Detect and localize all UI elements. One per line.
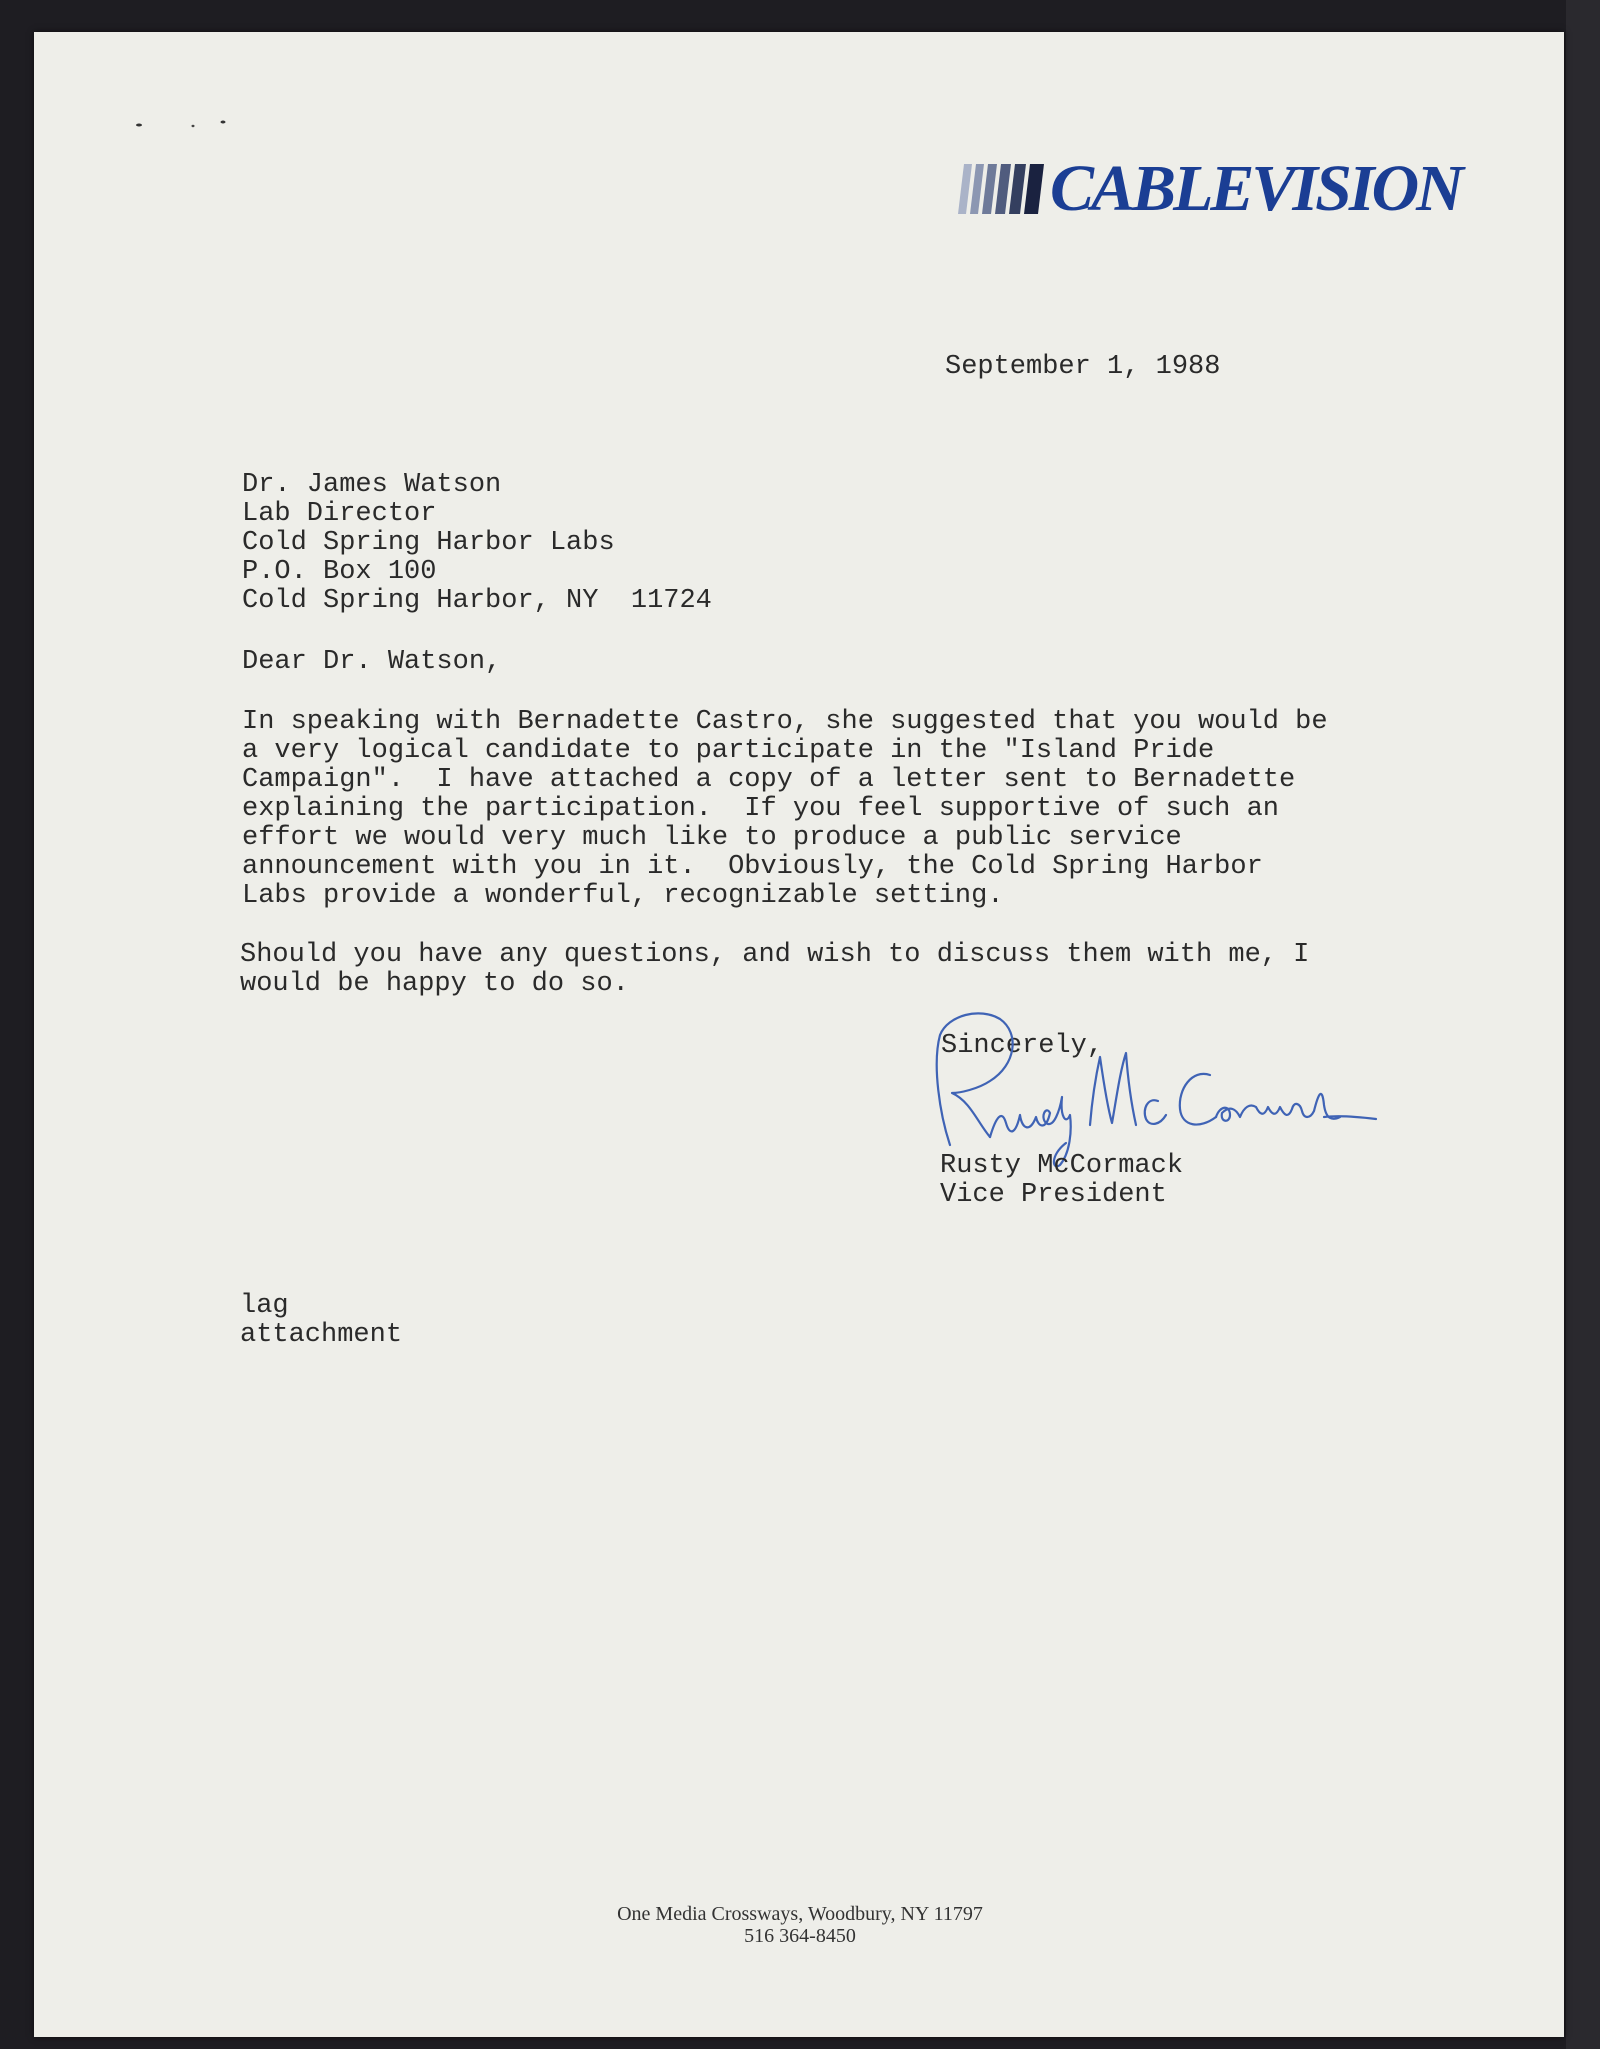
letterhead-footer — [0, 1903, 1600, 1947]
salutation: Dear Dr. Watson, — [242, 647, 502, 677]
letter-date: September 1, 1988 — [945, 352, 1221, 382]
paragraph-line: Labs provide a wonderful, recognizable setting. — [242, 881, 1004, 911]
enclosure-notation: attachment — [240, 1320, 403, 1350]
paragraph-line: would be happy to do so. — [240, 969, 629, 999]
logo-stripes-icon — [958, 164, 1044, 214]
typist-initials: lag — [240, 1291, 289, 1321]
paper-specks — [135, 118, 235, 130]
handwritten-signature — [920, 1005, 1380, 1175]
paragraph-line: In speaking with Bernadette Castro, she suggested that you would be — [242, 707, 1328, 737]
paragraph-line: a very logical candidate to participate in the "Island Pride — [242, 736, 1215, 766]
paragraph-line: announcement with you in it. Obviously, the Cold Spring Harbor — [242, 852, 1263, 882]
recipient-title: Lab Director — [242, 499, 437, 529]
backing-board — [1566, 0, 1600, 2049]
logo-wordmark: CABLEVISION — [1050, 152, 1461, 225]
paragraph-line: Should you have any questions, and wish to discuss them with me, I — [240, 940, 1310, 970]
signer-title: Vice President — [940, 1180, 1167, 1210]
signer-block — [940, 1152, 1183, 1210]
recipient-organization: Cold Spring Harbor Labs — [242, 528, 615, 558]
recipient-po-box: P.O. Box 100 — [242, 557, 437, 587]
body-paragraph-1 — [242, 708, 1328, 911]
footer-phone: 516 364-8450 — [744, 1925, 856, 1947]
body-paragraph-2 — [240, 941, 1309, 999]
footer-address: One Media Crossways, Woodbury, NY 11797 — [617, 1903, 983, 1925]
cablevision-logo — [958, 152, 1468, 225]
recipient-name: Dr. James Watson — [242, 470, 502, 500]
closing: Sincerely, — [941, 1031, 1104, 1061]
paragraph-line: effort we would very much like to produce a public service — [242, 823, 1182, 853]
recipient-address — [242, 471, 712, 616]
signer-name: Rusty McCormack — [940, 1151, 1184, 1181]
paragraph-line: Campaign". I have attached a copy of a letter sent to Bernadette — [242, 765, 1296, 795]
paragraph-line: explaining the participation. If you feel supportive of such an — [242, 794, 1279, 824]
recipient-city-state-zip: Cold Spring Harbor, NY 11724 — [242, 586, 712, 616]
notations — [240, 1292, 402, 1350]
